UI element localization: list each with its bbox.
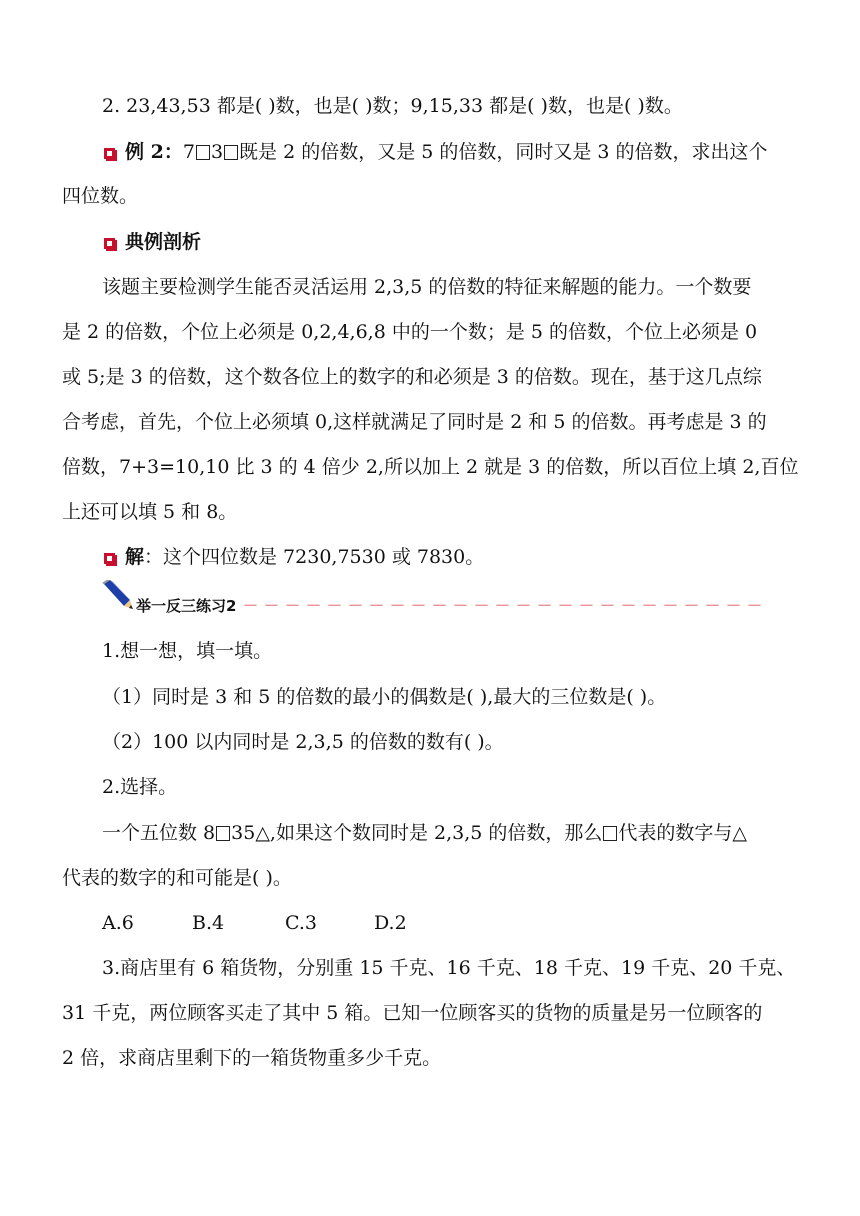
red-square-bullet-icon — [104, 148, 115, 159]
practice-q3-line-1: 3.商店里有 6 箱货物，分别重 15 千克、16 千克、18 千克、19 千克、20 千克、 — [102, 957, 796, 979]
pencil-icon — [100, 580, 134, 610]
analysis-line: 是 2 的倍数，个位上必须是 0,2,4,6,8 中的一个数；是 5 的倍数，个位上必须是 0 — [62, 321, 758, 343]
practice-q2-title: 2.选择。 — [102, 776, 178, 798]
analysis-line: 该题主要检测学生能否灵活运用 2,3,5 的倍数的特征来解题的能力。一个数要 — [102, 276, 752, 298]
practice-q1-2: （2）100 以内同时是 2,3,5 的倍数的数有( )。 — [102, 731, 504, 753]
option-b: B.4 — [192, 912, 225, 934]
example-label: 例 2 — [125, 141, 164, 163]
practice-q2-text-line-2: 代表的数字的和可能是( )。 — [62, 867, 292, 889]
practice-q3-line-2: 31 千克，两位顾客买走了其中 5 箱。已知一位顾客买的货物的质量是另一位顾客的 — [62, 1002, 763, 1024]
practice-heading: 举一反三练习2 －－－－－－－－－－－－－－－－－－－－－－－－－ — [136, 596, 768, 615]
blank-box-icon — [603, 826, 617, 841]
red-square-bullet-icon — [104, 238, 115, 249]
analysis-line: 上还可以填 5 和 8。 — [62, 501, 238, 523]
example-2-line-1: 例 2：7 3 既是 2 的倍数，又是 5 的倍数，同时又是 3 的倍数，求出这个 — [104, 143, 768, 162]
analysis-line: 合考虑，首先，个位上必须填 0,这样就满足了同时是 2 和 5 的倍数。再考虑是 3 的 — [62, 411, 767, 433]
solution-line: 解：这个四位数是 7230,7530 或 7830。 — [104, 548, 484, 567]
practice-q1-1: （1）同时是 3 和 5 的倍数的最小的偶数是( ),最大的三位数是( )。 — [102, 686, 667, 708]
option-c: C.3 — [285, 912, 317, 934]
example-2-line-2: 四位数。 — [62, 185, 139, 207]
practice-q2-text-line-1: 一个五位数 8 35△,如果这个数同时是 2,3,5 的倍数，那么 代表的数字与△ — [102, 822, 748, 844]
practice-q2-options — [102, 914, 407, 933]
prev-question-2: 2. 23,43,53 都是( )数，也是( )数；9,15,33 都是( )数，也是( )数。 — [102, 95, 683, 117]
blank-box-icon — [196, 145, 210, 160]
analysis-line: 或 5;是 3 的倍数，这个数各位上的数字的和必须是 3 的倍数。现在，基于这几点综 — [62, 366, 762, 388]
practice-q3-line-3: 2 倍，求商店里剩下的一箱货物重多少千克。 — [62, 1047, 442, 1069]
option-a: A.6 — [102, 912, 134, 934]
analysis-heading: 典例剖析 — [104, 233, 201, 252]
practice-q1-title: 1.想一想，填一填。 — [102, 640, 273, 662]
blank-box-icon — [224, 145, 238, 160]
analysis-line: 倍数，7+3=10,10 比 3 的 4 倍少 2,所以加上 2 就是 3 的倍数，所以百位上填 2,百位 — [62, 456, 799, 478]
red-square-bullet-icon — [104, 553, 115, 564]
option-d: D.2 — [374, 912, 407, 934]
example-text: 既是 2 的倍数，又是 5 的倍数，同时又是 3 的倍数，求出这个 — [239, 141, 768, 163]
blank-box-icon — [216, 826, 230, 841]
dashed-rule: －－－－－－－－－－－－－－－－－－－－－－－－－ — [242, 596, 768, 615]
